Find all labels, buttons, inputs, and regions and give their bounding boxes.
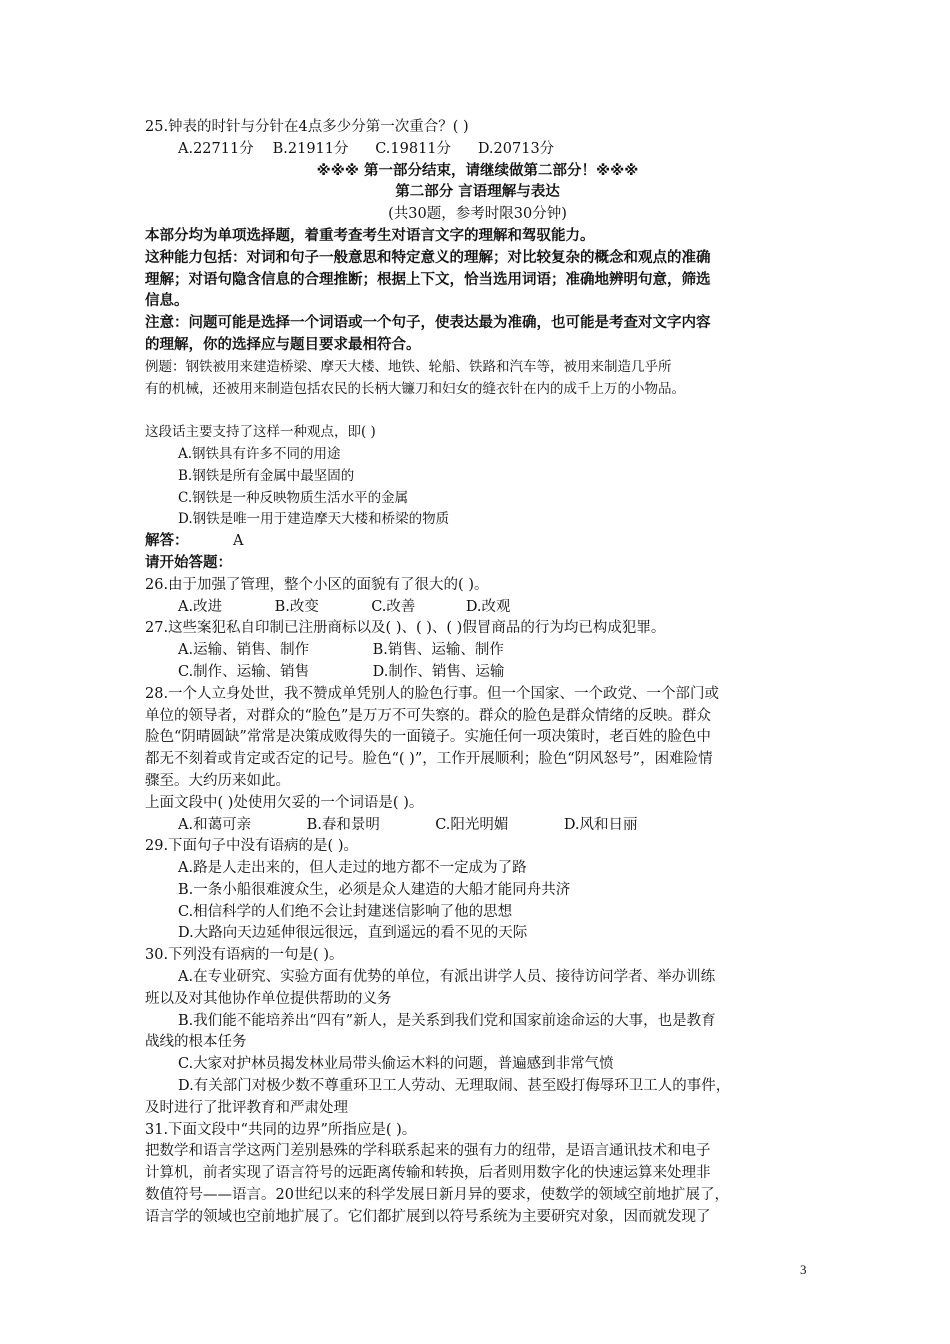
example-question: 这段话主要支持了这样一种观点，即( ) xyxy=(145,424,376,441)
q26-option-d: D.改观 xyxy=(465,598,511,615)
q28-line-4: 都无不刻着或肯定或否定的记号。脸色“( )”，工作开展顺利；脸色“阴风怒号”，困难险情 xyxy=(145,751,713,768)
q26-option-c: C.改善 xyxy=(371,598,416,615)
start-prompt: 请开始答题： xyxy=(145,554,232,571)
q31-passage-line-4: 语言学的领域也空前地扩展了。它们都扩展到以符号系统为主要研究对象，因而就发现了 xyxy=(145,1208,711,1225)
q29-option-c: C.相信科学的人们绝不会让封建迷信影响了他的思想 xyxy=(178,903,513,920)
q27-option-b: B.销售、运输、制作 xyxy=(372,642,504,659)
q28-line-1: 28.一个人立身处世，我不赞成单凭别人的脸色行事。但一个国家、一个政党、一个部门或 xyxy=(145,685,720,702)
q30-option-a-line-2: 班以及对其他协作单位提供帮助的义务 xyxy=(145,990,392,1007)
q25-option-b: B.21911分 xyxy=(272,140,349,157)
q26-question: 26.由于加强了管理，整个小区的面貌有了很大的( )。 xyxy=(145,576,489,593)
q28-line-3: 脸色“阴晴圆缺”常常是决策成败得失的一面镜子。实施任何一项决策时，老百姓的脸色中 xyxy=(145,729,711,746)
q30-option-a-line-1: A.在专业研究、实验方面有优势的单位，有派出讲学人员、接待访问学者、举办训练 xyxy=(178,969,716,986)
example-option-b: B.钢铁是所有金属中最坚固的 xyxy=(178,467,355,484)
q27-question: 27.这些案犯私自印制已注册商标以及( )、( )、( )假冒商品的行为均已构成犯罪。 xyxy=(145,620,666,637)
page-content xyxy=(145,117,810,1229)
q30-option-b-line-2: 战线的根本任务 xyxy=(145,1034,247,1051)
q30-question: 30.下列没有语病的一句是( )。 xyxy=(145,947,344,964)
q30-option-c: C.大家对护林员揭发林业局带头偷运木料的问题，普遍感到非常气愤 xyxy=(178,1056,614,1073)
q26-option-a: A.改进 xyxy=(178,598,223,615)
q28-option-d: D.风和日丽 xyxy=(563,816,638,833)
q27-option-d: D.制作、销售、运输 xyxy=(372,663,505,680)
q28-option-a: A.和蔼可亲 xyxy=(178,816,252,833)
q28-options xyxy=(145,815,810,837)
q27-options-row-1 xyxy=(145,640,810,662)
q28-option-b: B.春和景明 xyxy=(306,816,380,833)
instructions-line-4: 信息。 xyxy=(145,293,189,310)
q28-option-c: C.阳光明媚 xyxy=(435,816,509,833)
q28-line-2: 单位的领导者，对群众的“脸色”是万万不可失察的。群众的脸色是群众情绪的反映。群众 xyxy=(145,707,711,724)
q29-option-a: A.路是人走出来的，但人走过的地方都不一定成为了路 xyxy=(178,860,527,877)
q30-option-b-line-1: B.我们能不能培养出“四有”新人，是关系到我们党和国家前途命运的大事，也是教育 xyxy=(178,1012,716,1029)
note-line-1: 注意：问题可能是选择一个词语或一个句子，使表达最为准确，也可能是考查对文字内容 xyxy=(145,315,711,332)
q26-options xyxy=(145,597,810,619)
q27-option-c: C.制作、运输、销售 xyxy=(178,663,310,680)
part2-title: 第二部分 言语理解与表达 xyxy=(395,184,560,201)
q28-line-5: 骤至。大约历来如此。 xyxy=(145,772,290,789)
q30-option-d-line-1: D.有关部门对极少数不尊重环卫工人劳动、无理取闹、甚至殴打侮辱环卫工人的事件， xyxy=(178,1078,731,1095)
q31-passage-line-2: 计算机，前者实现了语言符号的远距离传输和转换，后者则用数字化的快速运算来处理非 xyxy=(145,1165,711,1182)
page-number: 3 xyxy=(800,1262,807,1277)
example-answer xyxy=(145,531,810,553)
q31-question: 31.下面文段中“共同的边界”所指应是( )。 xyxy=(145,1121,417,1138)
example-option-d: D.钢铁是唯一用于建造摩天大楼和桥梁的物质 xyxy=(178,511,450,528)
answer-value: A xyxy=(233,533,244,550)
answer-label: 解答： xyxy=(145,533,189,550)
q31-passage-line-3: 数值符号——语言。20世纪以来的科学发展日新月异的要求，使数学的领域空前地扩展了， xyxy=(145,1187,729,1204)
q29-question: 29.下面句子中没有语病的是( )。 xyxy=(145,838,358,855)
part-end-notice: ※※※ 第一部分结束，请继续做第二部分！※※※ xyxy=(316,162,639,179)
example-option-c: C.钢铁是一种反映物质生活水平的金属 xyxy=(178,489,409,506)
q29-option-d: D.大路向天边延伸很远很远，直到遥远的看不见的天际 xyxy=(178,925,528,942)
q26-option-b: B.改变 xyxy=(274,598,319,615)
q27-options-row-2 xyxy=(145,662,810,684)
example-line-1: 例题：钢铁被用来建造桥梁、摩天大楼、地铁、轮船、铁路和汽车等，被用来制造几乎所 xyxy=(145,358,672,375)
q25-option-a: A.22711分 xyxy=(178,140,254,157)
instructions-line-3: 理解；对语句隐含信息的合理推断；根据上下文，恰当选用词语；准确地辨明句意，筛选 xyxy=(145,271,711,288)
q25-option-d: D.20713分 xyxy=(477,140,555,157)
note-line-2: 的理解，你的选择应与题目要求最相符合。 xyxy=(145,336,421,353)
blank-line xyxy=(145,400,810,422)
q25-options xyxy=(145,139,810,161)
q25-question: 25.钟表的时针与分针在4点多少分第一次重合？( ) xyxy=(145,119,469,135)
q25-option-c: C.19811分 xyxy=(375,140,452,157)
instructions-line-2: 这种能力包括：对词和句子一般意思和特定意义的理解；对比较复杂的概念和观点的准确 xyxy=(145,249,711,266)
q31-passage-line-1: 把数学和语言学这两门差别悬殊的学科联系起来的强有力的纽带，是语言通讯技术和电子 xyxy=(145,1143,711,1160)
example-line-2: 有的机械，还被用来制造包括农民的长柄大镰刀和妇女的缝衣针在内的成千上万的小物品。 xyxy=(145,380,685,397)
q27-option-a: A.运输、销售、制作 xyxy=(178,642,310,659)
part2-subtitle: (共30题，参考时限30分钟) xyxy=(388,206,567,223)
q30-option-d-line-2: 及时进行了批评教育和严肃处理 xyxy=(145,1099,348,1116)
q28-question: 上面文段中( )处使用欠妥的一个词语是( )。 xyxy=(145,794,424,811)
example-option-a: A.钢铁具有许多不同的用途 xyxy=(178,445,341,462)
instructions-line-1: 本部分均为单项选择题，着重考查考生对语言文字的理解和驾驭能力。 xyxy=(145,227,595,244)
q29-option-b: B.一条小船很难渡众生，必须是众人建造的大船才能同舟共济 xyxy=(178,881,571,898)
